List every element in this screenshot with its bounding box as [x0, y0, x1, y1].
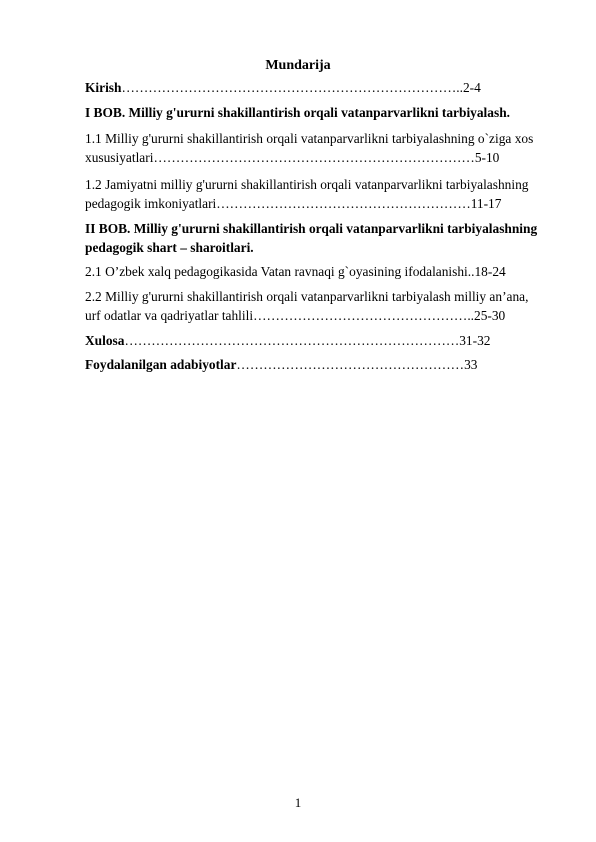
toc-entry-continuation: xususiyatlari: [85, 150, 154, 165]
toc-page-range: 25-30: [474, 308, 506, 323]
toc-page-range: 31-32: [459, 333, 491, 348]
toc-leader-dots: …………………………………………………: [216, 196, 471, 211]
toc-chapter-1-heading: [85, 103, 547, 122]
toc-entry-references: [85, 355, 547, 374]
toc-entry-continuation: urf odatlar va qadriyatlar tahlili: [85, 308, 254, 323]
toc-page-range: 33: [464, 357, 478, 372]
toc-entry-label: Foydalanilgan adabiyotlar: [85, 357, 237, 372]
toc-entry-line-2: pedagogik shart – sharoitlari.: [85, 240, 254, 255]
toc-entry-1-1: [85, 129, 547, 167]
toc-page-range: 5-10: [474, 150, 500, 165]
toc-leader-dots: ……………………………………………: [236, 357, 465, 372]
toc-chapter-2-heading: [85, 219, 547, 257]
toc-entry-line-1: 1.1 Milliy g'ururni shakillantirish orqali vatanparvarlikni tarbiyalashning o`ziga xos: [85, 131, 534, 146]
toc-entry-2-1: [85, 262, 547, 281]
toc-entry-label: Kirish: [85, 80, 122, 95]
toc-entry-line-2: [85, 148, 547, 167]
page-number: 1: [294, 795, 302, 810]
toc-entry-line-2: [85, 306, 547, 325]
toc-leader-dots: ………………………………………………………………: [153, 150, 475, 165]
toc-entry-label: 2.1 O’zbek xalq pedagogikasida Vatan ravnaqi g`oyasining ifodalanishi..: [85, 264, 475, 279]
toc-page-range: 2-4: [462, 80, 481, 95]
toc-entry-line-1: 1.2 Jamiyatni milliy g'ururni shakillantirish orqali vatanparvarlikni tarbiyalashning: [85, 177, 529, 192]
toc-leader-dots: …………………………………………..: [253, 308, 475, 323]
toc-entry-label: Xulosa: [85, 333, 125, 348]
toc-page-range: 11-17: [470, 196, 502, 211]
toc-entry-line-1: 2.2 Milliy g'ururni shakillantirish orqali vatanparvarlikni tarbiyalash milliy an’ana,: [85, 289, 529, 304]
toc-entry-line-2: [85, 194, 547, 213]
toc-entry-label: I BOB. Milliy g'ururni shakillantirish orqali vatanparvarlikni tarbiyalash.: [85, 105, 510, 120]
toc-entry-continuation: pedagogik imkoniyatlari: [85, 196, 217, 211]
page-title: Mundarija: [265, 58, 331, 73]
toc-entry-line-1: II BOB. Milliy g'ururni shakillantirish orqali vatanparvarlikni tarbiyalashning: [85, 221, 538, 236]
toc-leader-dots: …………………………………………………………………..: [121, 80, 463, 95]
toc-page-range: 18-24: [474, 264, 506, 279]
toc-leader-dots: …………………………………………………………………: [124, 333, 460, 348]
toc-entry-conclusion: [85, 331, 547, 350]
toc-entry-2-2: [85, 287, 547, 325]
toc-entry-introduction: [85, 78, 547, 97]
toc-entry-1-2: [85, 175, 547, 213]
